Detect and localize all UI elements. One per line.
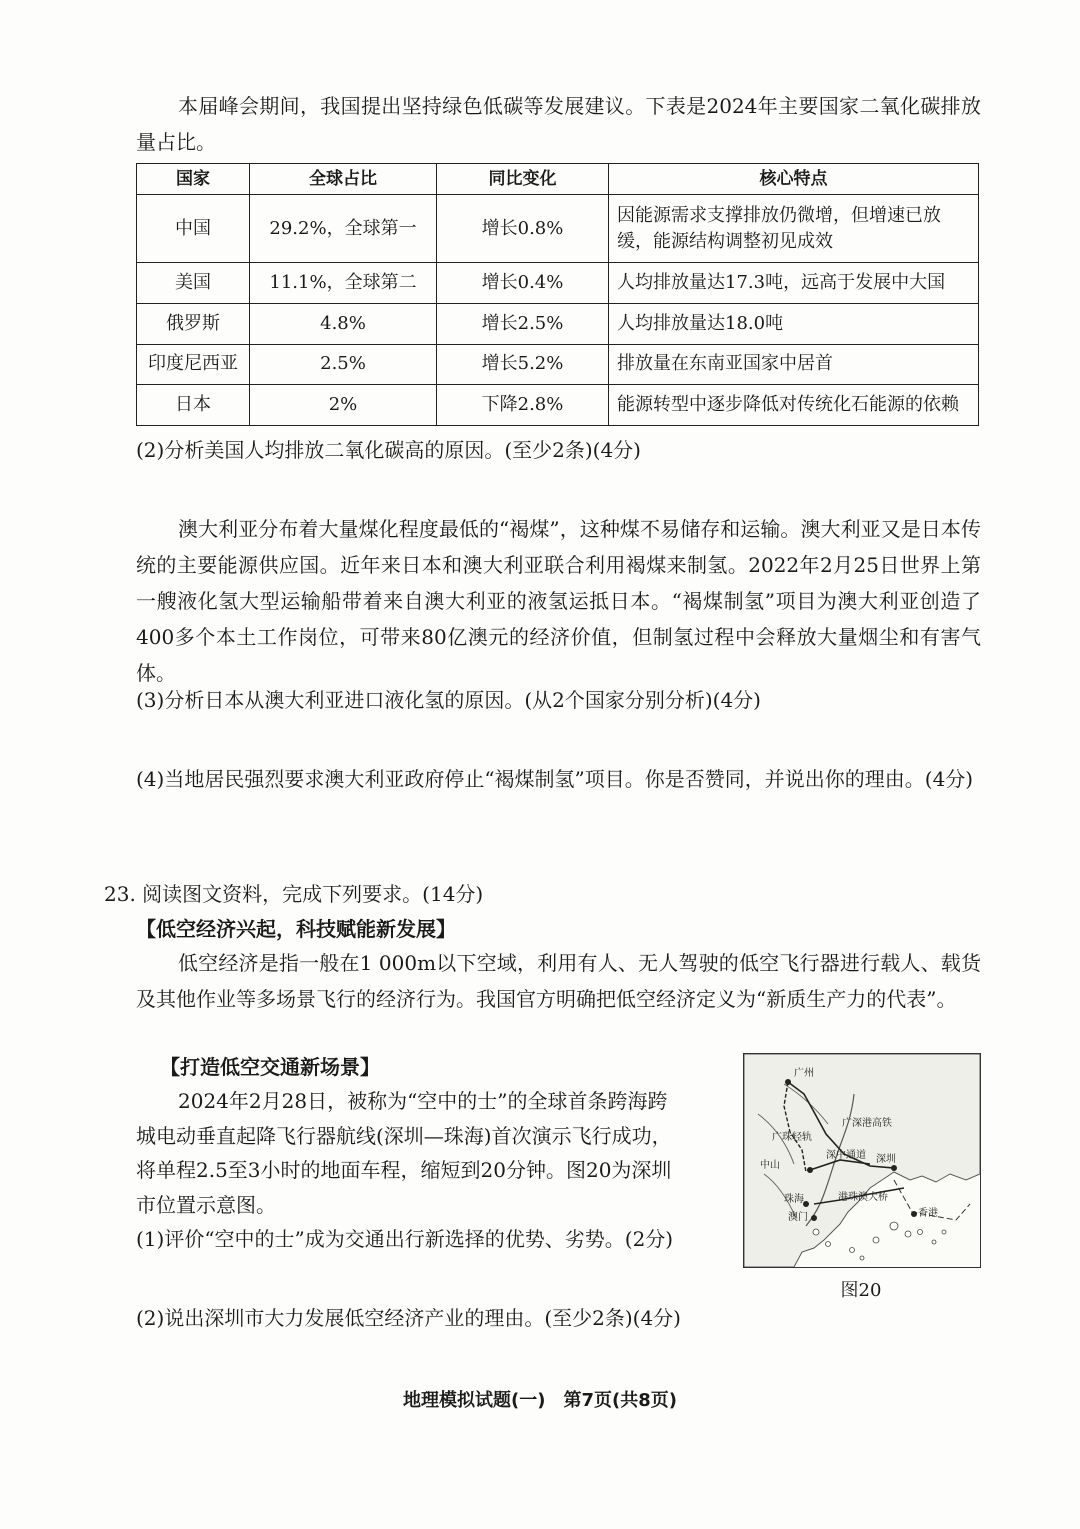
map-label-guangzhou: 广州 xyxy=(794,1068,814,1079)
question-23-title: 23. 阅读图文资料，完成下列要求。(14分) xyxy=(104,882,484,906)
header-global-share: 全球占比 xyxy=(250,164,437,195)
map-label-zhuhai: 珠海 xyxy=(784,1194,804,1205)
cell-country: 日本 xyxy=(137,385,250,426)
cell-share: 2% xyxy=(250,385,437,426)
map-label-macau: 澳门 xyxy=(788,1212,808,1223)
map-label-hongkong: 香港 xyxy=(918,1208,938,1219)
cell-share: 29.2%，全球第一 xyxy=(250,195,437,263)
question-4: (4)当地居民强烈要求澳大利亚政府停止“褐煤制氢”项目。你是否赞同，并说出你的理由。(4分) xyxy=(136,767,974,791)
cell-country: 印度尼西亚 xyxy=(137,344,250,385)
cell-share: 2.5% xyxy=(250,344,437,385)
intro-paragraph: 本届峰会期间，我国提出坚持绿色低碳等发展建议。下表是2024年主要国家二氧化碳排放量占比。 xyxy=(136,94,981,154)
shenzhen-location-map xyxy=(743,1053,981,1268)
section-title-low-altitude: 【低空经济兴起，科技赋能新发展】 xyxy=(136,917,456,941)
map-label-light-rail: 广珠轻轨 xyxy=(772,1132,812,1143)
table-row xyxy=(137,263,979,304)
header-yoy-change: 同比变化 xyxy=(437,164,609,195)
transport-text-line: 市位置示意图。 xyxy=(136,1193,276,1217)
section-title-transport: 【打造低空交通新场景】 xyxy=(160,1055,380,1079)
cell-share: 4.8% xyxy=(250,303,437,344)
table-row xyxy=(137,385,979,426)
header-core-features: 核心特点 xyxy=(609,164,979,195)
cell-feature: 人均排放量达17.3吨，远高于发展中大国 xyxy=(609,263,979,304)
question-23-2: (2)说出深圳市大力发展低空经济产业的理由。(至少2条)(4分) xyxy=(136,1306,681,1330)
cell-change: 增长2.5% xyxy=(437,303,609,344)
table-row xyxy=(137,344,979,385)
map-label-zhongshan: 中山 xyxy=(760,1160,780,1171)
transport-text-line: 城电动垂直起降飞行器航线(深圳—珠海)首次演示飞行成功， xyxy=(136,1124,672,1148)
emission-table xyxy=(136,163,979,426)
cell-feature: 能源转型中逐步降低对传统化石能源的依赖 xyxy=(609,385,979,426)
cell-change: 增长0.4% xyxy=(437,263,609,304)
cell-feature: 排放量在东南亚国家中居首 xyxy=(609,344,979,385)
map-label-shenzhen: 深圳 xyxy=(876,1154,896,1165)
question-23-1: (1)评价“空中的士”成为交通出行新选择的优势、劣势。(2分) xyxy=(136,1227,674,1251)
cell-change: 增长0.8% xyxy=(437,195,609,263)
cell-feature: 人均排放量达18.0吨 xyxy=(609,303,979,344)
cell-country: 中国 xyxy=(137,195,250,263)
map-label-bridge: 港珠澳大桥 xyxy=(838,1192,888,1203)
table-row xyxy=(137,195,979,263)
header-country: 国家 xyxy=(137,164,250,195)
cell-country: 俄罗斯 xyxy=(137,303,250,344)
cell-change: 增长5.2% xyxy=(437,344,609,385)
question-3: (3)分析日本从澳大利亚进口液化氢的原因。(从2个国家分别分析)(4分) xyxy=(136,688,761,712)
cell-change: 下降2.8% xyxy=(437,385,609,426)
map-label-rail: 广深港高铁 xyxy=(842,1118,892,1129)
australia-paragraph: 澳大利亚分布着大量煤化程度最低的“褐煤”，这种煤不易储存和运输。澳大利亚又是日本传统的主要能源供应国。近年来日本和澳大利亚联合利用褐煤来制氢。2022年2月25日世界上第一艘液化氢大型运输船带着来自澳大利亚的液氢运抵日本。“褐煤制氢”项目为澳大利亚创造了400多个本土工作岗位，可带来80亿澳元的经济价值，但制氢过程中会释放大量烟尘和有害气体。 xyxy=(136,517,981,685)
map-label-tunnel: 深中通道 xyxy=(826,1150,866,1161)
transport-text-line: 2024年2月28日，被称为“空中的士”的全球首条跨海跨 xyxy=(178,1089,668,1113)
cell-share: 11.1%，全球第二 xyxy=(250,263,437,304)
figure-caption: 图20 xyxy=(840,1280,882,1301)
transport-text-line: 将单程2.5至3小时的地面车程，缩短到20分钟。图20为深圳 xyxy=(136,1158,672,1182)
page-footer: 地理模拟试题(一) 第7页(共8页) xyxy=(403,1390,677,1411)
cell-country: 美国 xyxy=(137,263,250,304)
low-altitude-paragraph: 低空经济是指一般在1 000m以下空域，利用有人、无人驾驶的低空飞行器进行载人、载货及其他作业等多场景飞行的经济行为。我国官方明确把低空经济定义为“新质生产力的代表”。 xyxy=(136,951,981,1011)
table-row xyxy=(137,303,979,344)
cell-feature: 因能源需求支撑排放仍微增，但增速已放缓，能源结构调整初见成效 xyxy=(609,195,979,263)
table-header-row xyxy=(137,164,979,195)
question-2: (2)分析美国人均排放二氧化碳高的原因。(至少2条)(4分) xyxy=(136,438,641,462)
